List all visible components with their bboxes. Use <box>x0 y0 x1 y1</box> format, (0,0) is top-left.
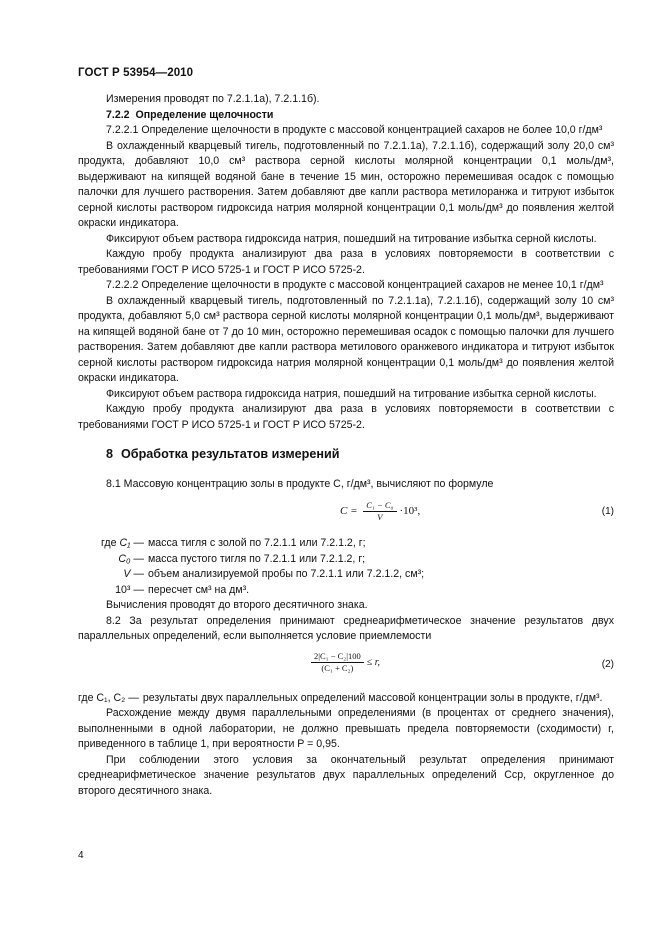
fraction-denominator: V <box>377 512 383 522</box>
fraction <box>363 500 396 523</box>
formula-lhs: C = <box>340 505 358 518</box>
paragraph: Расхождение между двумя параллельными определениями (в процентах от среднего значения), выполненными в одной лаборатории, не должно превышать предела повторяемости (сходимости) r, приведенного в таблице 1, при вероятности P = 0,95. <box>78 707 614 750</box>
document-header: ГОСТ Р 53954—2010 <box>78 67 194 79</box>
where-label: где <box>101 537 117 549</box>
paragraph: Каждую пробу продукта анализируют два раза в условиях повторяемости в соответствии с требованиями ГОСТ Р ИСО 5725-1 и ГОСТ Р ИСО 5725-2. <box>78 248 614 276</box>
paragraph: В охлажденный кварцевый тигель, подготовленный по 7.2.1.1а), 7.2.1.1б), содержащий золу 10 см³ продукта, добавляют 5,0 см³ раствора серной кислоты молярной концентрации 0,1 моль/дм³, выдерживают на кипящей водяной бане от 7 до 10 мин, осторожно перемешивая осадок с помощью палочки для лучшего растворения. Затем добавляют две капли раствора метилового оранжевого индикатора и титруют избыток серной кислоты раствором гидроксида натрия молярной концентрации 0,1 моль/дм³ до появления желтой окраски индикатора. <box>78 294 614 384</box>
where-symbol: C₀ — <box>118 552 144 565</box>
equation-number: (2) <box>601 658 614 670</box>
where-item <box>78 583 614 599</box>
where-definition: масса тигля с золой по 7.2.1.1 или 7.2.1.2, г; <box>148 537 366 549</box>
section-heading <box>106 447 614 463</box>
fraction-numerator: 2|C₁ − C₂|100 <box>311 651 364 663</box>
paragraph: Фиксируют объем раствора гидроксида натрия, пошедший на титрование избытка серной кислоты. <box>106 232 597 245</box>
fraction <box>311 651 364 674</box>
where-symbol: V — <box>123 568 144 580</box>
paragraph: 7.2.2.2 Определение щелочности в продукте с массовой концентрацией сахаров не менее 10,1 г/дм³ <box>106 279 604 291</box>
formula-tail: ·10³, <box>399 505 421 518</box>
paragraph: 8.1 Массовую концентрацию золы в продукте C, г/дм³, вычисляют по формуле <box>106 477 494 490</box>
where-list-2 <box>78 691 614 707</box>
formula <box>340 500 420 523</box>
equation-2 <box>78 651 614 683</box>
paragraph: При соблюдении этого условия за окончательный результат определения принимают среднеарифметическое значение результатов двух параллельных определений Cср, округленное до второго десятичного знака. <box>78 753 614 797</box>
where-item <box>78 691 614 707</box>
formula <box>308 651 380 674</box>
where-definition: пересчет см³ на дм³. <box>148 583 250 596</box>
fraction-numerator: C₁ − C₀ <box>363 500 396 512</box>
where-list <box>78 536 614 598</box>
subsection-title: Определение щелочности <box>135 108 274 121</box>
where-definition: объем анализируемой пробы по 7.2.1.1 или 7.2.1.2, см³; <box>148 568 425 580</box>
where-item <box>78 567 614 583</box>
where-definition: результаты двух параллельных определений массовой концентрации золы в продукте, г/дм³. <box>142 691 603 704</box>
document-body <box>78 92 614 799</box>
where-symbol: 10³ — <box>115 583 144 596</box>
page-number: 4 <box>78 850 84 861</box>
paragraph: 8.2 За результат определения принимают среднеарифметическое значение результатов двух параллельных определений, если выполняется условие приемлемости <box>78 614 614 642</box>
paragraph: В охлажденный кварцевый тигель, подготовленный по 7.2.1.1а), 7.2.1.1б), содержащий золу 20,0 см³ продукта, добавляют 10,0 см³ раствора серной кислоты молярной концентрации 0,1 моль/дм³, выдерживают на кипящей водяной бане в течение 15 мин, осторожно перемешивая осадок с помощью палочки для лучшего растворения. Затем добавляют две капли раствора метилоранжа и титруют избыток серной кислоты раствором гидроксида натрия молярной концентрации 0,1 моль/дм³ до появления желтой окраски индикатора. <box>78 139 614 229</box>
equation-1 <box>78 498 614 528</box>
where-symbol: где C₁, C₂ — <box>78 691 139 704</box>
subsection-number: 7.2.2 <box>106 108 130 121</box>
paragraph: Измерения проводят по 7.2.1.1а), 7.2.1.1б). <box>106 93 320 105</box>
where-item <box>78 552 614 568</box>
section-number: 8 <box>106 447 114 461</box>
subsection-heading <box>78 108 614 124</box>
paragraph: Каждую пробу продукта анализируют два раза в условиях повторяемости в соответствии с требованиями ГОСТ Р ИСО 5725-1 и ГОСТ Р ИСО 5725-2. <box>78 403 614 431</box>
where-definition: масса пустого тигля по 7.2.1.1 или 7.2.1.2, г; <box>148 552 366 565</box>
fraction-denominator: (C₁ + C₂) <box>321 662 354 673</box>
paragraph: Фиксируют объем раствора гидроксида натрия, пошедший на титрование избытка серной кислоты. <box>106 387 597 400</box>
paragraph: 7.2.2.1 Определение щелочности в продукте с массовой концентрацией сахаров не более 10,0 г/дм³ <box>106 124 603 136</box>
formula-tail: ≤ r, <box>366 656 380 668</box>
section-title: Обработка результатов измерений <box>121 447 340 461</box>
where-item <box>78 536 614 552</box>
where-symbol: где C₁ — <box>101 537 144 549</box>
equation-number: (1) <box>601 506 614 517</box>
paragraph: Вычисления проводят до второго десятичного знака. <box>106 599 368 611</box>
